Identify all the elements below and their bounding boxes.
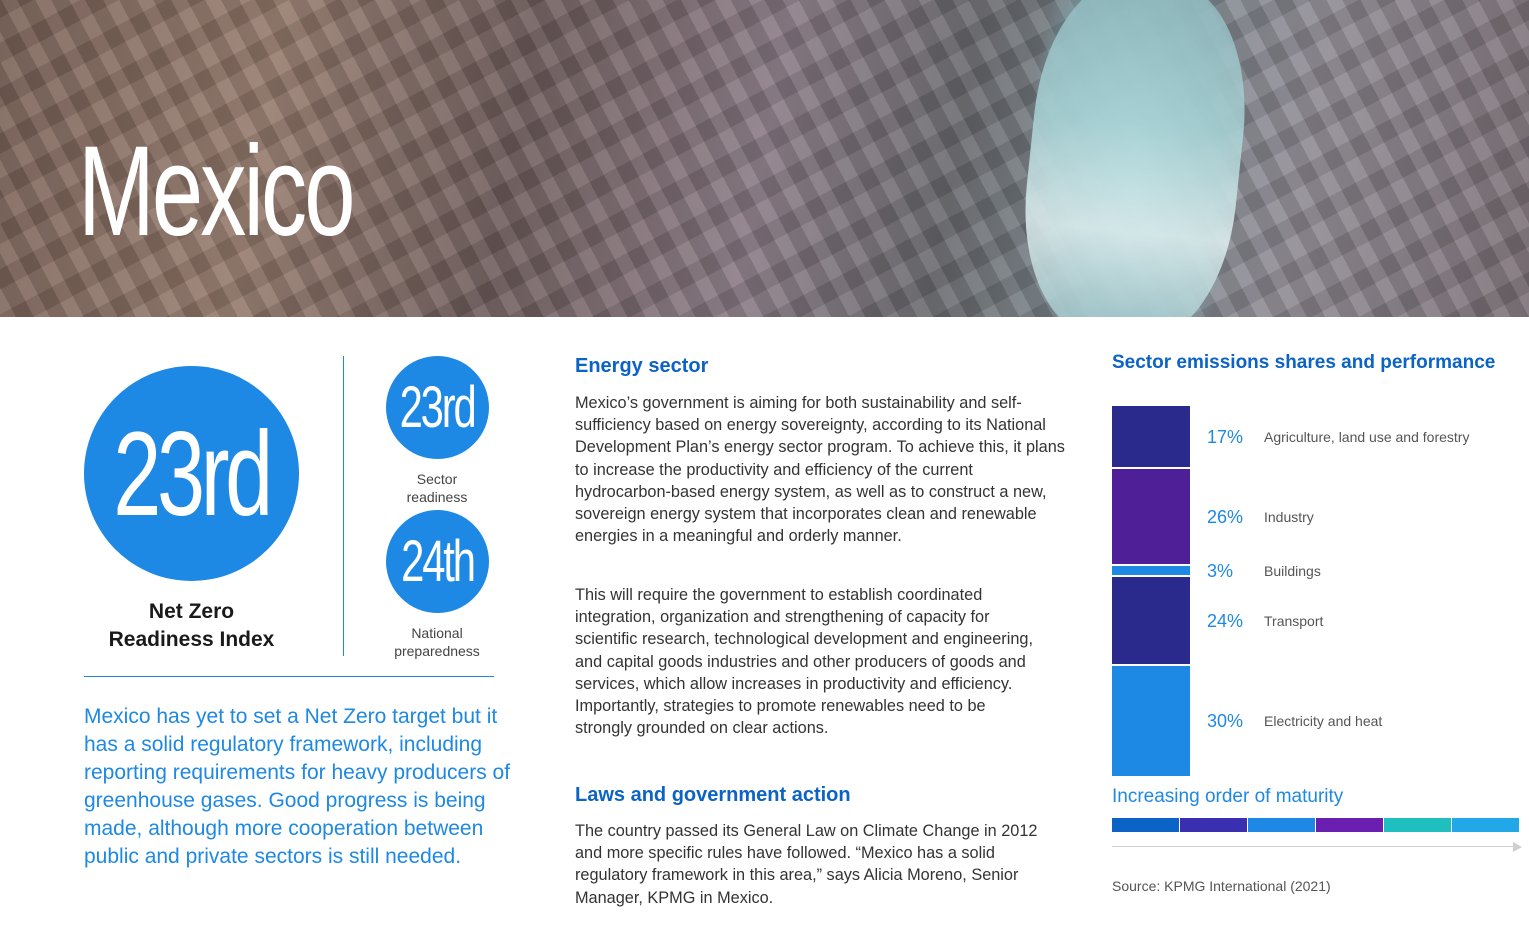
hero-banner bbox=[0, 0, 1529, 317]
emissions-bar-segment bbox=[1112, 566, 1190, 575]
vertical-divider bbox=[343, 356, 344, 656]
hero-photo-river bbox=[1012, 0, 1258, 317]
emissions-bar-segment bbox=[1112, 406, 1190, 467]
laws-heading: Laws and government action bbox=[575, 784, 851, 806]
emissions-sector-name: Electricity and heat bbox=[1264, 713, 1383, 730]
page-title: Mexico bbox=[78, 120, 353, 263]
sector-rank-label bbox=[372, 470, 502, 506]
sector-label-line2: readiness bbox=[406, 489, 468, 505]
emissions-bar-segment bbox=[1112, 577, 1190, 664]
emissions-sector-name: Transport bbox=[1264, 612, 1324, 629]
maturity-scale-segment bbox=[1112, 818, 1179, 832]
emissions-share-value: 24% bbox=[1207, 610, 1244, 631]
national-rank-badge bbox=[386, 510, 489, 613]
national-rank-label bbox=[372, 624, 502, 660]
sector-rank-badge bbox=[386, 356, 489, 459]
emissions-bar-segment bbox=[1112, 469, 1190, 564]
national-label-line1: National bbox=[411, 625, 463, 641]
laws-paragraph: The country passed its General Law on Climate Change in 2012 and more specific rules have followed. “Mexico has a solid regulatory framework in this area,” says Alicia Moreno, Senior Manager, KPMG in Mexico. bbox=[575, 822, 1038, 907]
energy-sector-paragraph-1: Mexico’s government is aiming for both sustainability and self-sufficiency based on energy sovereignty, according to its National Development Plan’s energy sector program. To achieve this, it plans to increase the productivity and efficiency of the current hydrocarbon-based energy system, as well as to construct a new, sovereign energy system that incorporates clean and renewable energies in a meaningful and orderly manner. bbox=[575, 394, 1065, 546]
maturity-scale-segment bbox=[1180, 818, 1247, 832]
summary-text: Mexico has yet to set a Net Zero target but it has a solid regulatory framework, including reporting requirements for heavy producers of greenhouse gases. Good progress is being made, although more cooperation between public and private sectors is still needed. bbox=[84, 705, 511, 868]
maturity-scale-segment bbox=[1452, 818, 1519, 832]
maturity-scale-segment bbox=[1316, 818, 1383, 832]
overall-label-line1: Net Zero bbox=[148, 600, 235, 623]
maturity-arrow-line bbox=[1112, 846, 1517, 847]
source-note: Source: KPMG International (2021) bbox=[1112, 878, 1331, 894]
overall-rank-label bbox=[84, 598, 299, 654]
maturity-scale-segment bbox=[1384, 818, 1451, 832]
overall-label-line2: Readiness Index bbox=[108, 628, 275, 651]
emissions-bar-segment bbox=[1112, 666, 1190, 776]
emissions-share-value: 3% bbox=[1207, 560, 1234, 581]
energy-sector-heading: Energy sector bbox=[575, 355, 709, 377]
emissions-share-value: 30% bbox=[1207, 711, 1244, 732]
emissions-share-value: 26% bbox=[1207, 506, 1244, 527]
national-rank-value: 24th bbox=[401, 528, 474, 594]
emissions-heading: Sector emissions shares and performance bbox=[1112, 352, 1496, 373]
emissions-sector-name: Industry bbox=[1264, 508, 1314, 525]
horizontal-divider bbox=[84, 676, 494, 677]
sector-rank-value: 23rd bbox=[400, 374, 475, 440]
emissions-sector-name: Agriculture, land use and forestry bbox=[1264, 428, 1470, 445]
energy-sector-paragraph-2: This will require the government to establish coordinated integration, organization and strengthening of capacity for scientific research, technological development and engineering, and capital goods industries and other producers of goods and services, which allow increases in productivity and efficiency. Importantly, strategies to promote renewables need to be strongly grounded on clear actions. bbox=[575, 586, 1033, 738]
sector-label-line1: Sector bbox=[416, 471, 458, 487]
emissions-share-value: 17% bbox=[1207, 426, 1244, 447]
emissions-sector-name: Buildings bbox=[1264, 562, 1321, 579]
overall-rank-value: 23rd bbox=[113, 406, 270, 541]
maturity-label: Increasing order of maturity bbox=[1112, 786, 1344, 807]
national-label-line2: preparedness bbox=[394, 643, 480, 659]
overall-rank-badge bbox=[84, 366, 299, 581]
maturity-arrow-icon bbox=[1513, 842, 1522, 852]
maturity-scale-segment bbox=[1248, 818, 1315, 832]
